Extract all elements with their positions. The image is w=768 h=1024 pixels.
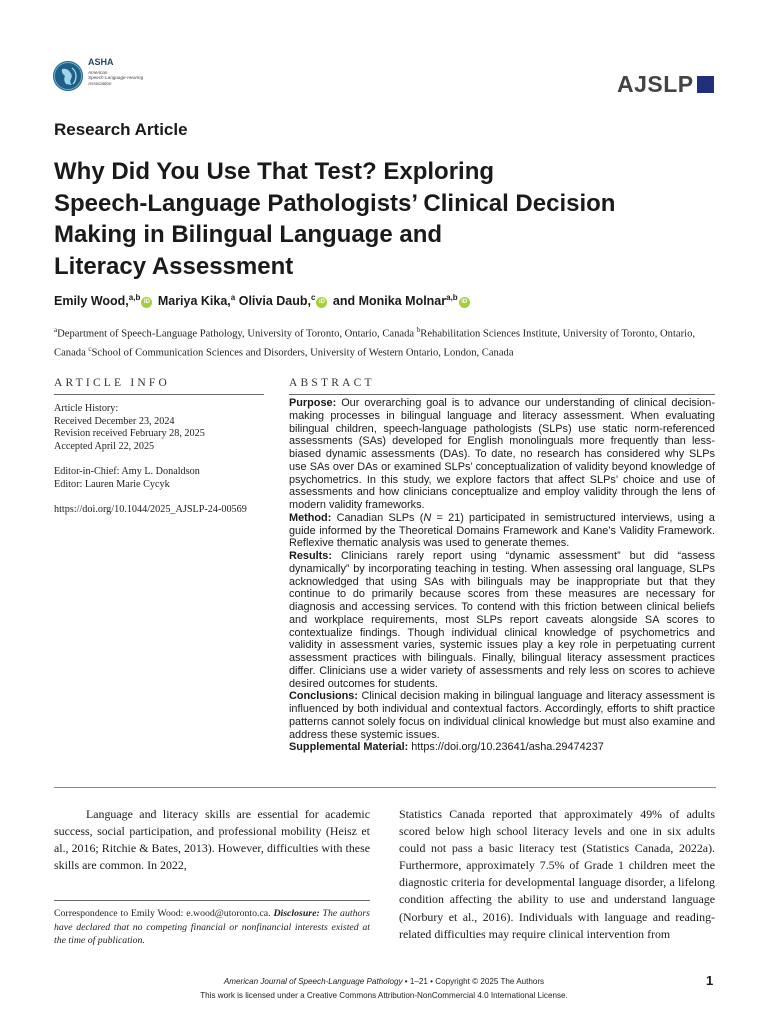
orcid-icon[interactable]: iD: [316, 297, 327, 308]
correspondence: Correspondence to Emily Wood: e.wood@utoronto.ca.: [54, 908, 271, 919]
author-name: Emily Wood,: [54, 294, 129, 309]
article-title: [54, 156, 694, 282]
conclusions-label: Conclusions:: [289, 690, 358, 703]
editor-in-chief: Editor-in-Chief: Amy L. Donaldson: [54, 466, 200, 477]
divider: [54, 394, 264, 395]
author-affil-sup: c: [310, 293, 316, 302]
body-left-column: Language and literacy skills are essential for academic success, social participation, and professional mobility (Heisz et al., 2016; Ritchie & Bates, 2013). However, difficulties with these skills are common. In 2022,: [54, 807, 370, 873]
affiliation: School of Communication Sciences and Disorders, University of Western Ontario, London, Canada: [91, 347, 514, 359]
org-full-name-line: American: [88, 70, 108, 75]
purpose-label: Purpose:: [289, 397, 337, 409]
title-line: Why Did You Use That Test? Exploring: [54, 158, 495, 185]
disclosure-text: The authors have declared that no competing financial or nonfinancial interests existed at the time of publication.: [54, 908, 370, 947]
method-n: N: [423, 511, 432, 524]
footer-license: This work is licensed under a Creative Commons Attribution-NonCommercial 4.0 International License.: [200, 991, 568, 1000]
orcid-icon[interactable]: iD: [141, 297, 152, 308]
supplemental-label: Supplemental Material:: [289, 741, 409, 754]
footer-citation: American Journal of Speech-Language Pathology • 1–21 • Copyright © 2025 The Authors: [223, 977, 545, 986]
abstract-heading: ABSTRACT: [289, 377, 375, 389]
affiliations: [54, 323, 718, 360]
disclosure-label: Disclosure:: [273, 908, 320, 919]
divider: [54, 787, 716, 788]
author-affil-sup: a,b: [128, 293, 141, 302]
affiliation: Department of Speech-Language Pathology, University of Toronto, Ontario, Canada: [57, 328, 417, 340]
results-label: Results:: [289, 550, 332, 562]
revised-date: Revision received February 28, 2025: [54, 428, 205, 439]
history-label: Article History:: [54, 403, 119, 414]
affil-sup: b: [416, 326, 421, 334]
journal-abbrev: AJSLP: [617, 71, 694, 97]
divider: [289, 394, 715, 395]
method-text: Canadian SLPs (: [336, 511, 424, 524]
supplemental-link[interactable]: https://doi.org/10.23641/asha.29474237: [411, 741, 604, 754]
page-number: 1: [706, 973, 714, 988]
results-text: Clinicians rarely report using “dynamic assessment” but did “assess dynamically” by incorporating teaching in testing. When assessing oral language, SLPs acknowledged that using SAs with bilinguals may be inappropriate but that they continue to do primarily because scores from these measures are necessary for diagnosis and accessing services. To contend with this friction between clinical beliefs and workplace requirements, most SLPs report caveats alongside SA scores to contextualize findings. Though individual clinical knowledge of psychometrics and validity in assessment varies, systemic issues play a key role in perpetuating current assessment practices with bilinguals. Finally, bilingual literacy assessment practices differ. Clinicians use a wider variety of assessments and rely less on scores to achieve desired outcomes for students.: [289, 550, 716, 690]
author-name: and Monika Molnar: [332, 294, 447, 309]
article-type: Research Article: [54, 120, 188, 139]
orcid-icon[interactable]: iD: [459, 297, 470, 308]
editor: Editor: Lauren Marie Cycyk: [54, 478, 170, 490]
footer-pages: 1–21: [409, 977, 428, 986]
affil-sup: c: [88, 344, 92, 353]
org-full-name-line: Association: [88, 80, 112, 86]
received-date: Received December 23, 2024: [54, 415, 175, 427]
author-affil-sup: a: [230, 293, 236, 302]
asha-logo: [52, 60, 84, 92]
abstract-body: [289, 397, 715, 754]
author-list: [54, 293, 472, 308]
conclusions-text: Clinical decision making in bilingual language and literacy assessment is influenced by both individual and contextual factors. Accordingly, efforts to shift practice patterns cannot solely focus on individual clinical knowledge but must also examine and address these systemic issues.: [289, 690, 715, 741]
footer-journal: American Journal of Speech-Language Pathology: [223, 977, 403, 986]
title-line: Literacy Assessment: [54, 252, 294, 280]
accepted-date: Accepted April 22, 2025: [54, 440, 155, 452]
article-info: [54, 403, 268, 517]
doi-link[interactable]: https://doi.org/10.1044/2025_AJSLP-24-00569: [54, 504, 247, 515]
org-short-name: ASHA: [88, 57, 114, 67]
affiliation: Rehabilitation Sciences Institute, University of Toronto, Ontario, Canada: [54, 328, 696, 359]
title-line: Speech-Language Pathologists’ Clinical Decision: [54, 189, 616, 217]
author-name: Olivia Daub,: [238, 294, 311, 309]
title-line: Making in Bilingual Language and: [54, 221, 443, 248]
footnote: [54, 907, 370, 948]
author-affil-sup: a,b: [446, 293, 458, 302]
method-text: = 21) participated in semistructured interviews, using a guide informed by the Theoretical Domains Framework and Kane’s Validity Framework. Reflexive thematic analysis was used to generate themes.: [289, 511, 715, 550]
body-right-column: Statistics Canada reported that approximately 49% of adults scored below high school literacy levels and one in six adults could not pass a basic literacy test (Statistics Canada, 2022a). Furthermore, approximately 7.5% of Grade 1 children meet the diagnostic criteria for developmental language disorder, a lifelong condition affecting the ability to use and understand language (Norbury et al., 2016). Individuals with language and reading-related difficulties may require clinical intervention from: [399, 807, 715, 941]
method-label: Method:: [289, 511, 332, 524]
article-info-heading: ARTICLE INFO: [54, 377, 170, 389]
affil-sup: a: [54, 326, 58, 334]
org-full-name-line: Speech-Language-Hearing: [88, 75, 144, 81]
journal-logo-square: [697, 76, 714, 93]
footnote-divider: [54, 900, 370, 901]
author-name: Mariya Kika,: [157, 294, 231, 309]
footer-copyright: Copyright © 2025 The Authors: [435, 977, 545, 986]
purpose-text: Our overarching goal is to advance our understanding of clinical decision-making processes in bilingual language and literacy assessment. When evaluating bilingual children, speech-language pathologists (SLPs) use static norm-referenced assessments (SAs) developed for English monolinguals more frequently than less-biased dynamic assessments (DAs). To date, no research has considered why SLPs use SAs over DAs or examined SLPs’ conceptualization of validity beyond knowledge of psychometrics. In this study, we explore factors that affect SLPs’ choice and use of assessments and how clinicians conceptualize and employ validity through the lens of modern validity frameworks.: [289, 397, 715, 511]
